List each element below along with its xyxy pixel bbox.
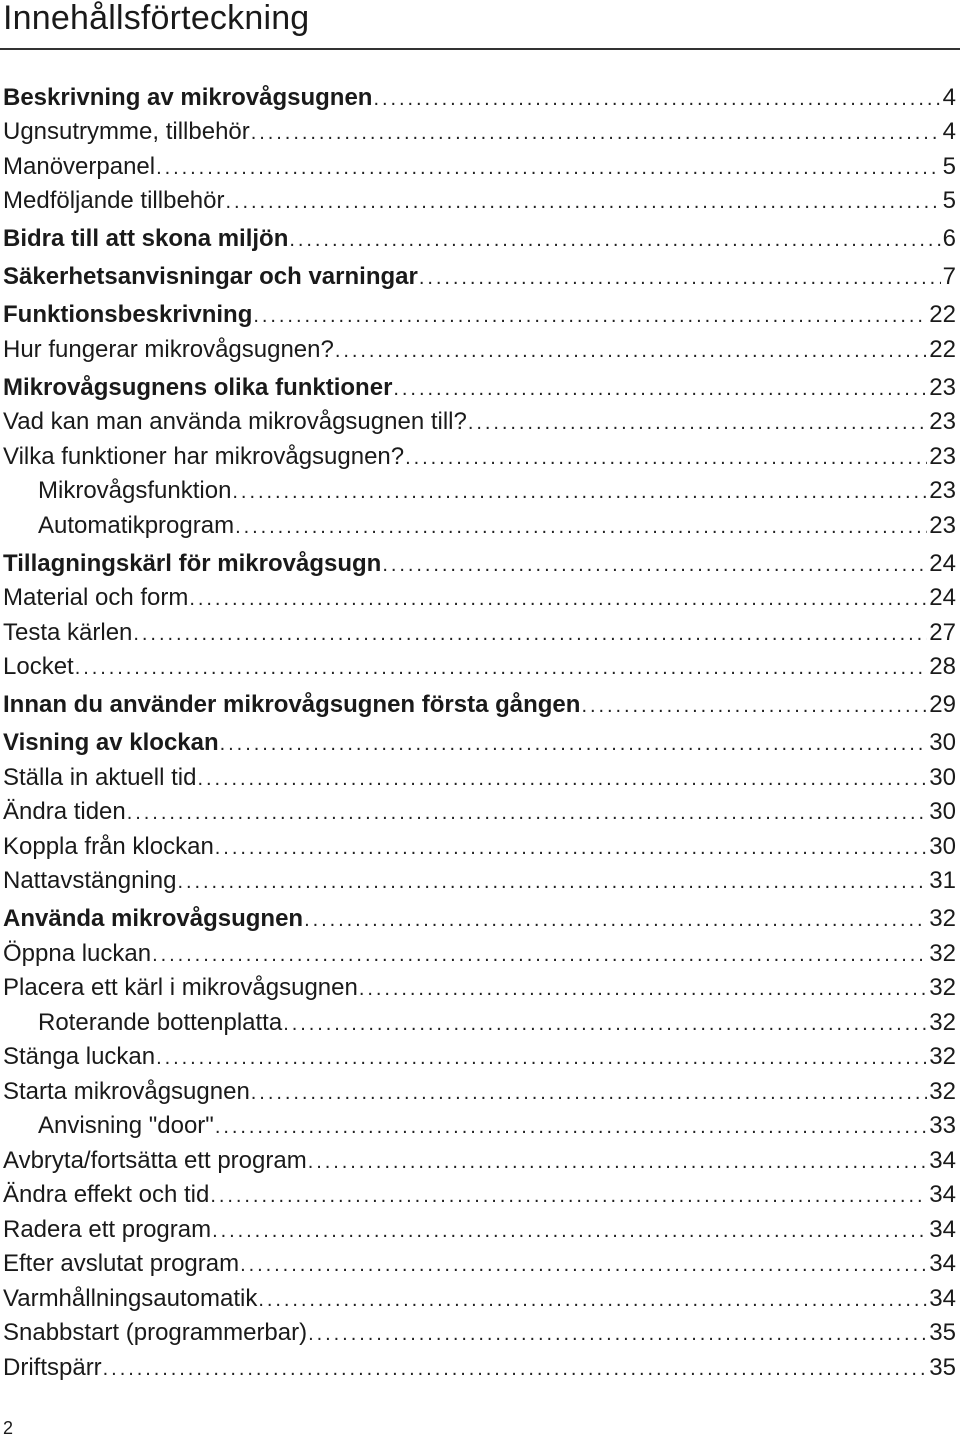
toc-entry-label: Locket	[3, 653, 74, 680]
dot-leader	[156, 151, 941, 186]
dot-leader	[405, 441, 927, 476]
dot-leader	[75, 651, 928, 686]
toc-entry-label: Säkerhetsanvisningar och varningar	[3, 263, 418, 290]
dot-leader	[215, 1110, 927, 1145]
toc-entry-page-number: 23	[929, 408, 956, 435]
toc-entry-label: Öppna luckan	[3, 939, 152, 967]
toc-entry-page-number: 27	[929, 618, 956, 646]
dot-leader	[156, 1041, 927, 1076]
toc-entry[interactable]	[0, 1041, 956, 1076]
toc-entry[interactable]	[0, 1352, 956, 1387]
dot-leader	[308, 1317, 927, 1352]
dot-leader	[468, 406, 927, 441]
toc-entry-page-number: 34	[929, 1146, 956, 1174]
toc-section-entry[interactable]	[0, 724, 956, 762]
toc-entry-page-number: 35	[929, 1353, 956, 1381]
toc-entry-page-number: 24	[929, 549, 956, 577]
toc-entry-page-number: 34	[929, 1284, 956, 1312]
toc-entry-page-number: 32	[929, 905, 956, 932]
toc-entry-page-number: 23	[929, 442, 956, 470]
toc-entry[interactable]	[0, 865, 956, 900]
page-title: Innehållsförteckning	[3, 0, 310, 37]
toc-entry[interactable]	[0, 651, 956, 686]
table-of-contents	[0, 78, 960, 1386]
dot-leader	[258, 1283, 927, 1318]
toc-section-entry[interactable]	[0, 78, 956, 116]
toc-entry-page-number: 30	[929, 798, 956, 825]
toc-entry-page-number: 23	[929, 511, 956, 539]
toc-entry-label: Nattavstängning	[3, 867, 177, 894]
toc-entry-label: Ugnsutrymme, tillbehör	[3, 118, 250, 145]
toc-entry-label: Ställa in aktuell tid	[3, 763, 197, 791]
toc-entry[interactable]	[0, 510, 956, 545]
toc-entry-page-number: 4	[942, 118, 956, 145]
toc-entry-label: Varmhållningsautomatik	[3, 1284, 258, 1312]
toc-entry-label: Efter avslutat program	[3, 1250, 240, 1277]
toc-entry[interactable]	[0, 1248, 956, 1283]
toc-entry-page-number: 34	[929, 1215, 956, 1243]
toc-entry-page-number: 35	[929, 1319, 956, 1346]
toc-entry-page-number: 6	[942, 225, 956, 252]
dot-leader	[189, 582, 927, 617]
dot-leader	[240, 1248, 927, 1283]
toc-entry-label: Radera ett program	[3, 1215, 212, 1243]
toc-section-entry[interactable]	[0, 544, 956, 582]
toc-entry[interactable]	[0, 1076, 956, 1111]
dot-leader	[127, 796, 928, 831]
toc-entry-label: Innan du använder mikrovågsugnen första gången	[3, 691, 581, 718]
toc-entry-page-number: 34	[929, 1250, 956, 1277]
toc-entry-label: Manöverpanel	[3, 152, 156, 180]
toc-section-entry[interactable]	[0, 220, 956, 258]
toc-entry-page-number: 32	[929, 1077, 956, 1105]
toc-entry-label: Avbryta/fortsätta ett program	[3, 1146, 307, 1174]
toc-entry[interactable]	[0, 1283, 956, 1318]
toc-entry[interactable]	[0, 1214, 956, 1249]
toc-entry-label: Placera ett kärl i mikrovågsugnen	[3, 974, 358, 1001]
dot-leader	[251, 1076, 928, 1111]
dot-leader	[215, 831, 928, 866]
toc-entry-page-number: 5	[942, 152, 956, 180]
toc-entry-page-number: 32	[929, 1008, 956, 1036]
toc-entry-label: Stänga luckan	[3, 1043, 156, 1070]
dot-leader	[133, 617, 927, 652]
toc-entry-page-number: 30	[929, 832, 956, 860]
dot-leader	[289, 223, 940, 258]
toc-entry[interactable]	[0, 972, 956, 1007]
toc-entry-label: Vilka funktioner har mikrovågsugnen?	[3, 442, 405, 470]
dot-leader	[152, 938, 927, 973]
dot-leader	[235, 510, 927, 545]
toc-entry-page-number: 34	[929, 1181, 956, 1208]
toc-entry-label: Mikrovågsfunktion	[38, 477, 232, 504]
toc-entry-label: Automatikprogram	[38, 511, 235, 539]
dot-leader	[251, 116, 941, 151]
toc-section-entry[interactable]	[0, 258, 956, 296]
toc-entry-page-number: 29	[929, 691, 956, 718]
toc-entry-label: Anvisning "door"	[38, 1112, 214, 1139]
toc-entry-page-number: 7	[942, 263, 956, 290]
toc-entry-page-number: 4	[942, 83, 956, 111]
dot-leader	[373, 82, 940, 117]
toc-entry-label: Material och form	[3, 584, 189, 611]
toc-entry[interactable]	[0, 185, 956, 220]
toc-entry[interactable]	[0, 475, 956, 510]
dot-leader	[335, 334, 927, 369]
toc-section-entry[interactable]	[0, 900, 956, 938]
toc-entry-label: Driftspärr	[3, 1353, 102, 1381]
toc-entry[interactable]	[0, 938, 956, 973]
toc-entry-page-number: 22	[929, 301, 956, 328]
toc-entry-page-number: 30	[929, 729, 956, 756]
dot-leader	[212, 1214, 927, 1249]
toc-entry-label: Koppla från klockan	[3, 832, 214, 860]
toc-section-entry[interactable]	[0, 296, 956, 334]
toc-entry-label: Vad kan man använda mikrovågsugnen till?	[3, 408, 467, 435]
toc-section-entry[interactable]	[0, 368, 956, 406]
dot-leader	[359, 972, 927, 1007]
toc-entry[interactable]	[0, 1145, 956, 1180]
toc-entry-label: Bidra till att skona miljön	[3, 225, 289, 252]
title-divider	[0, 48, 960, 50]
toc-entry-label: Använda mikrovågsugnen	[3, 905, 304, 932]
toc-entry-label: Beskrivning av mikrovågsugnen	[3, 83, 373, 111]
toc-entry[interactable]	[0, 1007, 956, 1042]
toc-entry[interactable]	[0, 334, 956, 369]
toc-entry-page-number: 28	[929, 653, 956, 680]
toc-entry-label: Roterande bottenplatta	[38, 1008, 283, 1036]
page-number: 2	[3, 1418, 14, 1438]
toc-entry[interactable]	[0, 116, 956, 151]
toc-entry[interactable]	[0, 406, 956, 441]
dot-leader	[393, 372, 927, 407]
dot-leader	[220, 727, 928, 762]
toc-entry-page-number: 32	[929, 974, 956, 1001]
toc-entry-page-number: 23	[929, 373, 956, 401]
toc-entry[interactable]	[0, 796, 956, 831]
toc-entry-label: Funktionsbeskrivning	[3, 301, 253, 328]
toc-entry-label: Ändra tiden	[3, 798, 126, 825]
dot-leader	[283, 1007, 927, 1042]
toc-entry-page-number: 23	[929, 477, 956, 504]
dot-leader	[210, 1179, 927, 1214]
toc-entry-page-number: 33	[929, 1112, 956, 1139]
toc-entry-label: Snabbstart (programmerbar)	[3, 1319, 308, 1346]
toc-entry[interactable]	[0, 617, 956, 652]
dot-leader	[232, 475, 927, 510]
toc-section-entry[interactable]	[0, 686, 956, 724]
toc-entry-label: Hur fungerar mikrovågsugnen?	[3, 335, 334, 363]
toc-entry[interactable]	[0, 582, 956, 617]
toc-entry-page-number: 22	[929, 335, 956, 363]
dot-leader	[581, 689, 927, 724]
dot-leader	[382, 548, 927, 583]
toc-entry-label: Testa kärlen	[3, 618, 133, 646]
toc-entry[interactable]	[0, 1317, 956, 1352]
dot-leader	[103, 1352, 928, 1387]
toc-entry-label: Visning av klockan	[3, 729, 219, 756]
toc-entry-page-number: 31	[929, 867, 956, 894]
dot-leader	[225, 185, 940, 220]
toc-entry[interactable]	[0, 441, 956, 476]
dot-leader	[177, 865, 927, 900]
toc-entry[interactable]	[0, 1179, 956, 1214]
dot-leader	[308, 1145, 928, 1180]
dot-leader	[253, 299, 927, 334]
toc-entry-page-number: 32	[929, 1043, 956, 1070]
toc-entry-label: Starta mikrovågsugnen	[3, 1077, 250, 1105]
toc-entry-page-number: 30	[929, 763, 956, 791]
toc-entry[interactable]	[0, 151, 956, 186]
toc-entry[interactable]	[0, 1110, 956, 1145]
toc-entry-label: Ändra effekt och tid	[3, 1181, 210, 1208]
toc-entry-page-number: 24	[929, 584, 956, 611]
toc-entry[interactable]	[0, 762, 956, 797]
dot-leader	[419, 261, 941, 296]
toc-entry-page-number: 5	[942, 187, 956, 214]
toc-entry[interactable]	[0, 831, 956, 866]
toc-entry-label: Mikrovågsugnens olika funktioner	[3, 373, 393, 401]
toc-entry-label: Medföljande tillbehör	[3, 187, 225, 214]
toc-entry-label: Tillagningskärl för mikrovågsugn	[3, 549, 382, 577]
dot-leader	[197, 762, 927, 797]
dot-leader	[304, 903, 927, 938]
toc-entry-page-number: 32	[929, 939, 956, 967]
